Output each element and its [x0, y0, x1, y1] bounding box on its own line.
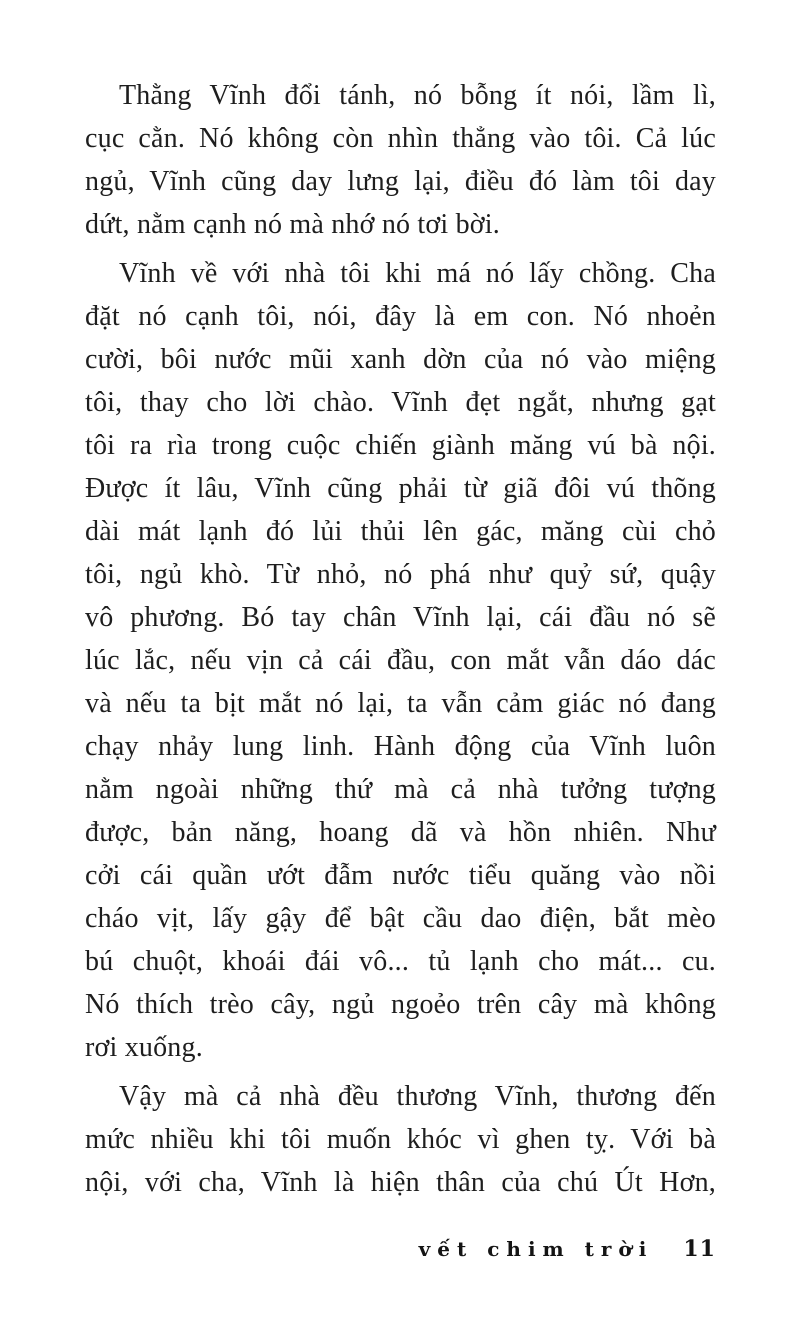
text-line: dài mát lạnh đó lủi thủi lên gác, măng cùi chỏ	[85, 516, 716, 547]
text-line: chạy nhảy lung linh. Hành động của Vĩnh luôn	[85, 731, 716, 762]
text-line: dứt, nằm cạnh nó mà nhớ nó tơi bời.	[85, 209, 500, 240]
paragraph-2	[85, 252, 716, 1069]
text-line: đặt nó cạnh tôi, nói, đây là em con. Nó nhoẻn	[85, 301, 716, 332]
text-line: được, bản năng, hoang dã và hồn nhiên. Như	[85, 817, 716, 848]
text-line: cởi cái quần ướt đẫm nước tiểu quăng vào nồi	[85, 860, 716, 891]
text-line: cười, bôi nước mũi xanh dờn của nó vào miệng	[85, 344, 716, 375]
text-line: vô phương. Bó tay chân Vĩnh lại, cái đầu nó sẽ	[85, 602, 716, 633]
body-text	[85, 74, 716, 1204]
text-line: rơi xuống.	[85, 1032, 203, 1063]
text-line: tôi, ngủ khò. Từ nhỏ, nó phá như quỷ sứ, quậy	[85, 559, 716, 590]
text-line: cục cằn. Nó không còn nhìn thẳng vào tôi. Cả lúc	[85, 123, 716, 154]
text-line: nằm ngoài những thứ mà cả nhà tưởng tượng	[85, 774, 716, 805]
text-line: Được ít lâu, Vĩnh cũng phải từ giã đôi vú thõng	[85, 473, 716, 504]
text-line: ngủ, Vĩnh cũng day lưng lại, điều đó làm tôi day	[85, 166, 716, 197]
text-line: Vĩnh về với nhà tôi khi má nó lấy chồng. Cha	[119, 258, 716, 289]
book-title: vết chim trời	[418, 1237, 654, 1261]
text-line: Vậy mà cả nhà đều thương Vĩnh, thương đến	[119, 1081, 716, 1112]
text-line: Nó thích trèo cây, ngủ ngoẻo trên cây mà không	[85, 989, 716, 1020]
text-line: lúc lắc, nếu vịn cả cái đầu, con mắt vẫn dáo dác	[85, 645, 716, 676]
page-number: 11	[683, 1236, 716, 1262]
text-line: tôi, thay cho lời chào. Vĩnh đẹt ngắt, nhưng gạt	[85, 387, 716, 418]
text-line: và nếu ta bịt mắt nó lại, ta vẫn cảm giác nó đang	[85, 688, 716, 719]
text-line: bú chuột, khoái đái vô... tủ lạnh cho mát... cu.	[85, 946, 716, 977]
text-line: nội, với cha, Vĩnh là hiện thân của chú Út Hơn,	[85, 1167, 716, 1198]
running-footer	[419, 1236, 716, 1262]
text-line: tôi ra rìa trong cuộc chiến giành măng vú bà nội.	[85, 430, 716, 461]
text-line: mức nhiều khi tôi muốn khóc vì ghen tỵ. Với bà	[85, 1124, 716, 1155]
paragraph-3	[85, 1075, 716, 1204]
text-line: cháo vịt, lấy gậy để bật cầu dao điện, bắt mèo	[85, 903, 716, 934]
paragraph-1	[85, 74, 716, 246]
text-line: Thằng Vĩnh đổi tánh, nó bỗng ít nói, lầm lì,	[119, 80, 716, 111]
